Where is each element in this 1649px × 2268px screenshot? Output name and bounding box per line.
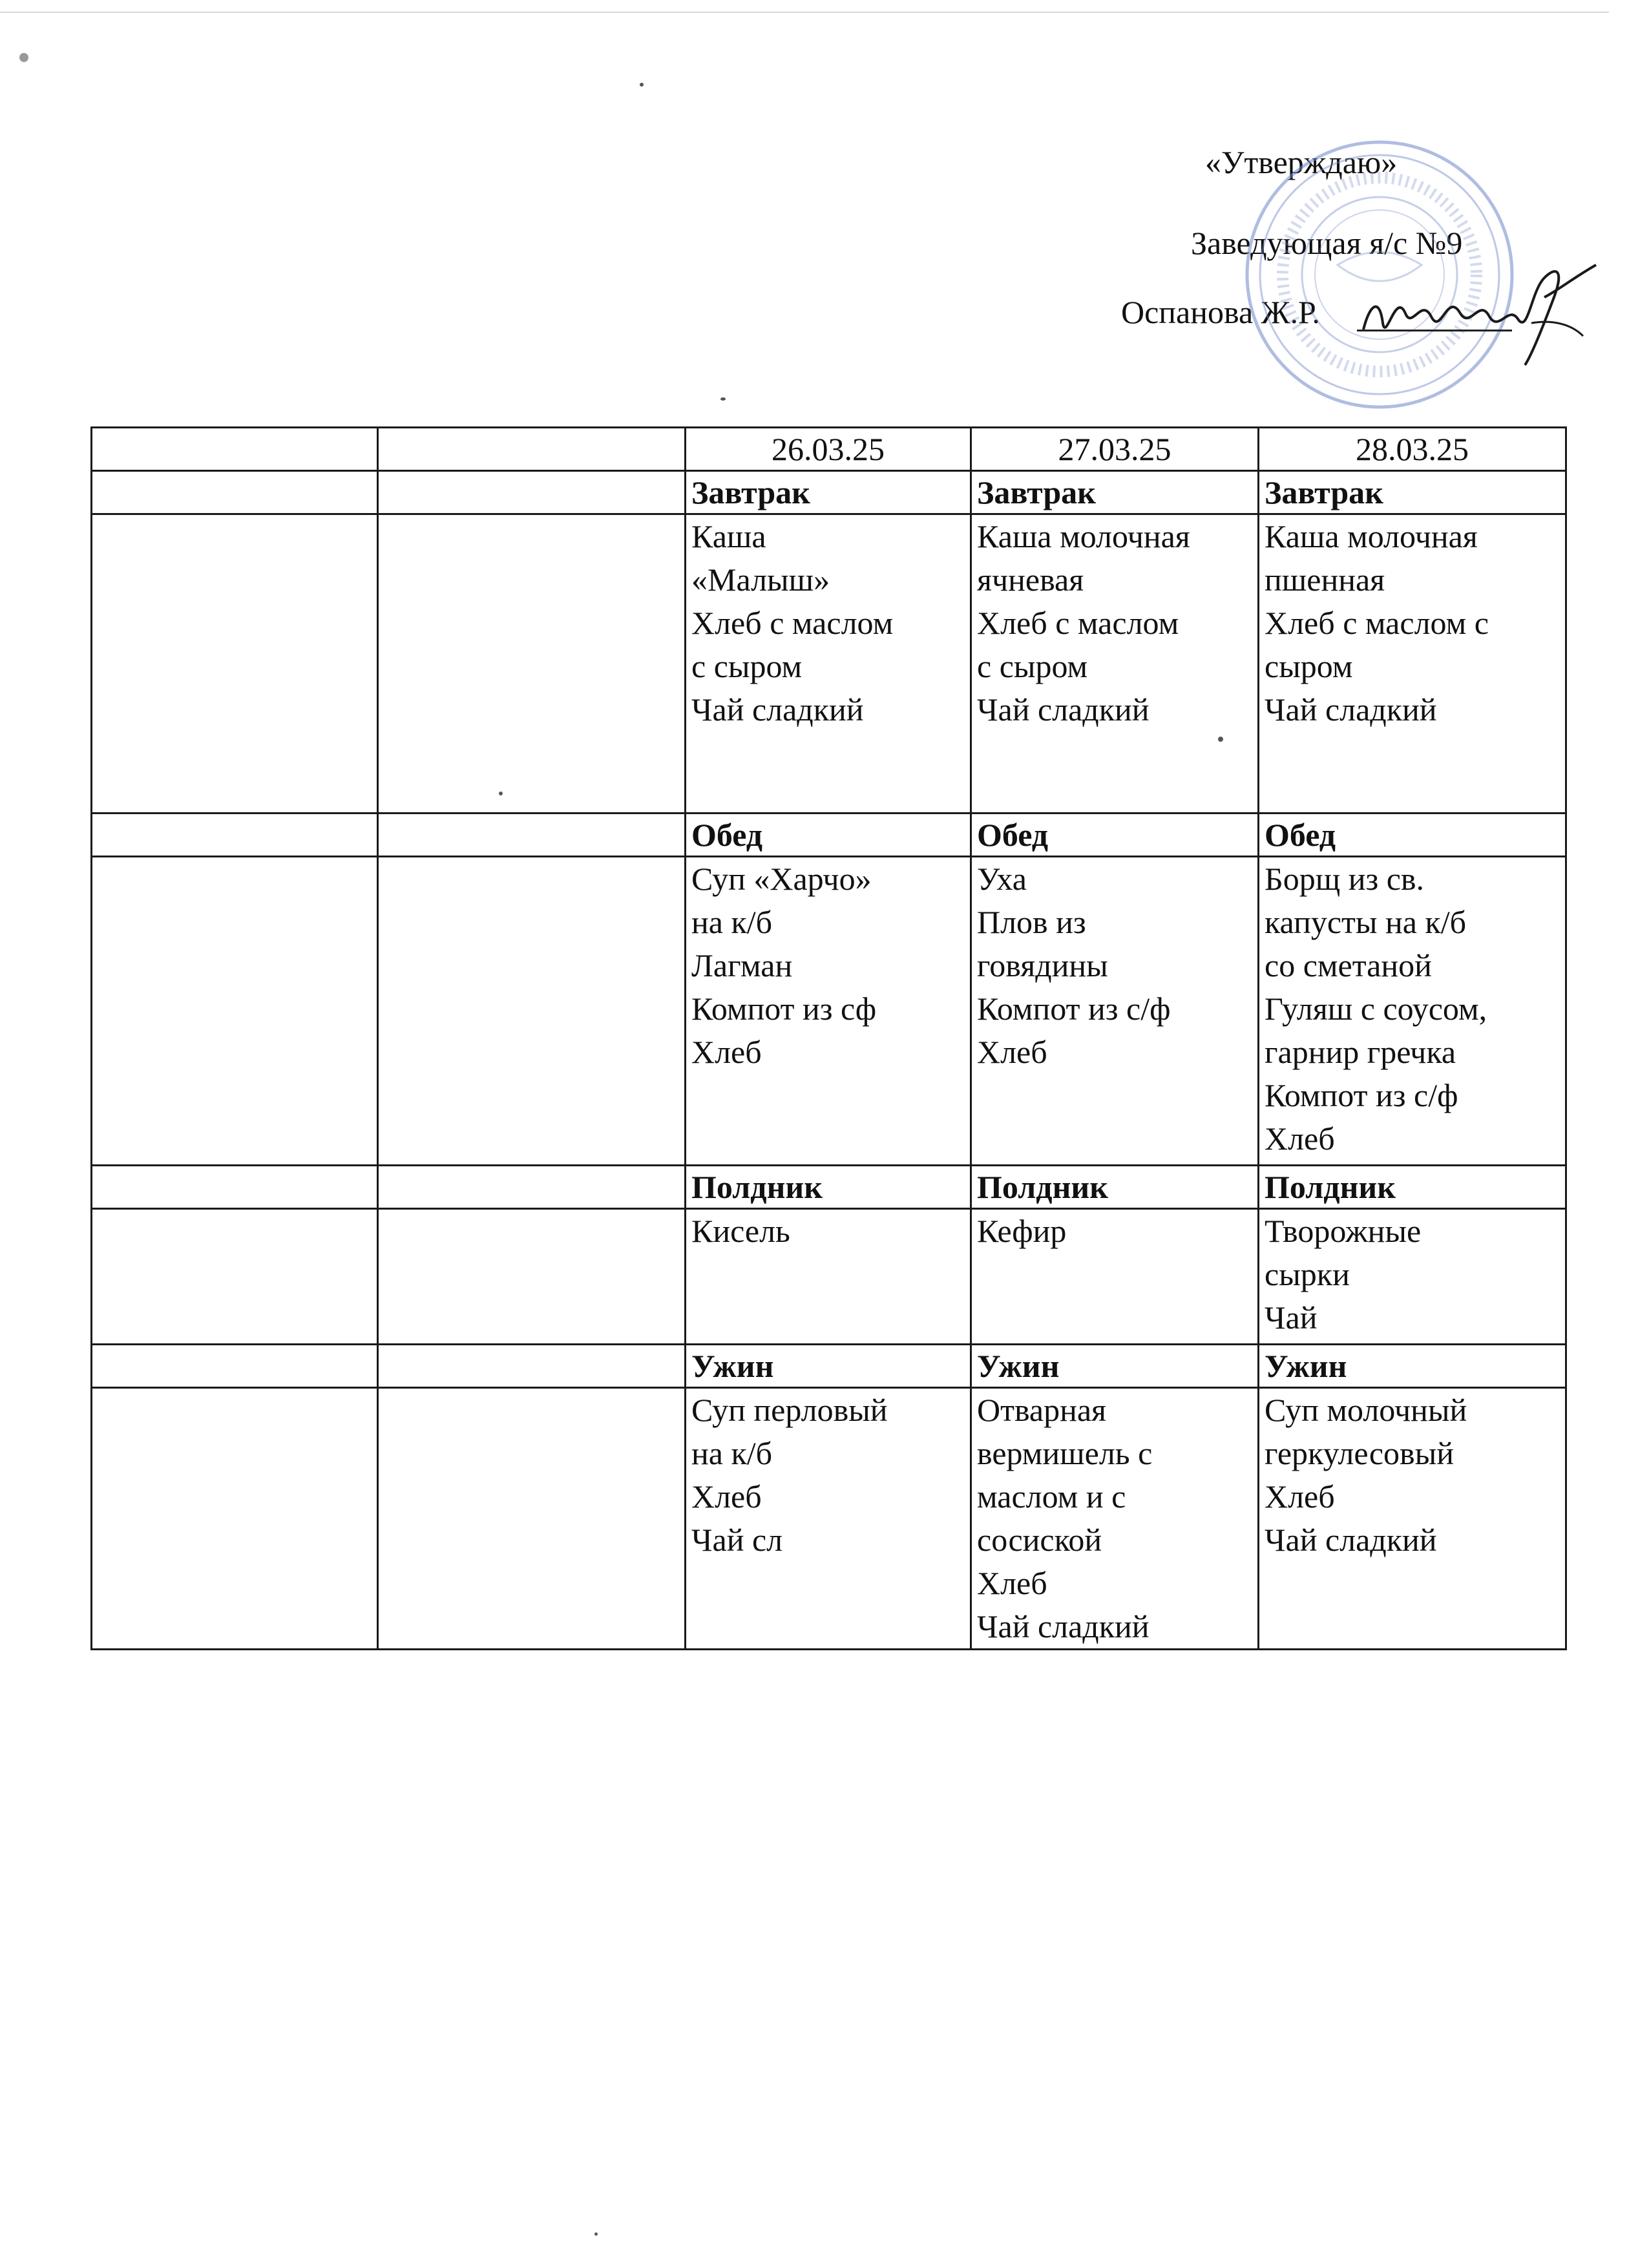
menu-cell [971, 1209, 1259, 1345]
menu-item: Чай сладкий [691, 691, 864, 728]
menu-item: Компот из с/ф [977, 991, 1171, 1027]
empty-cell [92, 1209, 378, 1345]
menu-item: пшенная [1265, 562, 1385, 598]
meal-label-snack: Полдник [686, 1166, 971, 1209]
menu-item: Каша [691, 518, 766, 554]
date-header: 26.03.25 [686, 428, 971, 471]
date-header: 27.03.25 [971, 428, 1259, 471]
menu-item: Суп «Харчо» [691, 861, 872, 897]
menu-item: Чай сладкий [977, 691, 1150, 728]
meal-label-dinner: Ужин [971, 1345, 1259, 1388]
meal-header-row-dinner [92, 1345, 1566, 1388]
menu-item: на к/б [691, 1435, 773, 1471]
empty-cell [378, 857, 686, 1166]
empty-cell [378, 814, 686, 857]
menu-item: ячневая [977, 562, 1084, 598]
menu-item: сырки [1265, 1256, 1350, 1292]
menu-item: на к/б [691, 904, 773, 940]
empty-cell [378, 1166, 686, 1209]
menu-item: Хлеб [1265, 1120, 1335, 1157]
menu-item: Хлеб [691, 1478, 762, 1515]
meal-header-row-breakfast [92, 471, 1566, 514]
menu-item: Гуляш с соусом, [1265, 991, 1487, 1027]
menu-item: сыром [1265, 648, 1353, 684]
meal-label-snack: Полдник [1259, 1166, 1566, 1209]
menu-item: Хлеб с маслом [691, 605, 894, 641]
menu-cell [1259, 514, 1566, 814]
menu-item: Чай [1265, 1299, 1318, 1336]
menu-item: сосиской [977, 1522, 1102, 1558]
meal-label-dinner: Ужин [686, 1345, 971, 1388]
menu-cell [1259, 1388, 1566, 1650]
menu-item: Хлеб с маслом с [1265, 605, 1489, 641]
empty-cell [92, 471, 378, 514]
menu-item: гарнир гречка [1265, 1034, 1456, 1070]
meal-row-lunch [92, 857, 1566, 1166]
menu-item: Каша молочная [1265, 518, 1478, 554]
empty-cell [92, 514, 378, 814]
menu-item: маслом и с [977, 1478, 1126, 1515]
meal-row-breakfast [92, 514, 1566, 814]
empty-cell [92, 1345, 378, 1388]
menu-item: Кефир [977, 1213, 1067, 1249]
empty-cell [378, 514, 686, 814]
empty-cell [92, 857, 378, 1166]
menu-cell [686, 1209, 971, 1345]
menu-item: Суп молочный [1265, 1392, 1467, 1428]
menu-cell [971, 514, 1259, 814]
empty-cell [378, 428, 686, 471]
scan-speck [640, 83, 644, 87]
scan-speck [19, 53, 28, 62]
menu-item: Чай сл [691, 1522, 783, 1558]
menu-item: Компот из с/ф [1265, 1077, 1458, 1113]
menu-item: Хлеб [691, 1034, 762, 1070]
empty-cell [378, 471, 686, 514]
meal-label-dinner: Ужин [1259, 1345, 1566, 1388]
signature-line [1357, 330, 1512, 331]
menu-item: Каша молочная [977, 518, 1190, 554]
date-header: 28.03.25 [1259, 428, 1566, 471]
menu-item: Суп перловый [691, 1392, 888, 1428]
meal-label-breakfast: Завтрак [1259, 471, 1566, 514]
menu-cell [1259, 857, 1566, 1166]
meal-header-row-snack [92, 1166, 1566, 1209]
menu-cell [686, 1388, 971, 1650]
empty-cell [378, 1345, 686, 1388]
meal-row-dinner [92, 1388, 1566, 1650]
meal-label-breakfast: Завтрак [971, 471, 1259, 514]
menu-item: капусты на к/б [1265, 904, 1467, 940]
menu-item: Чай сладкий [977, 1608, 1150, 1644]
menu-item: Лагман [691, 947, 793, 983]
meal-label-snack: Полдник [971, 1166, 1259, 1209]
scan-speck [499, 792, 503, 795]
menu-item: с сыром [691, 648, 803, 684]
menu-item: «Малыш» [691, 562, 830, 598]
approval-name: Оспанова Ж.Р. [1121, 294, 1321, 330]
scan-speck [594, 2232, 598, 2236]
menu-item: Плов из [977, 904, 1086, 940]
scan-speck [720, 397, 726, 401]
meal-label-lunch: Обед [686, 814, 971, 857]
menu-item: геркулесовый [1265, 1435, 1454, 1471]
menu-item: Хлеб [977, 1034, 1047, 1070]
date-row [92, 428, 1566, 471]
meal-label-breakfast: Завтрак [686, 471, 971, 514]
menu-item: Отварная [977, 1392, 1107, 1428]
scan-speck [1218, 737, 1223, 742]
menu-item: со сметаной [1265, 947, 1432, 983]
menu-cell [686, 857, 971, 1166]
meal-row-snack [92, 1209, 1566, 1345]
menu-item: Хлеб с маслом [977, 605, 1179, 641]
top-rule [0, 12, 1609, 13]
menu-cell [686, 514, 971, 814]
menu-item: Хлеб [1265, 1478, 1335, 1515]
menu-cell [971, 857, 1259, 1166]
empty-cell [92, 1166, 378, 1209]
empty-cell [92, 1388, 378, 1650]
meal-header-row-lunch [92, 814, 1566, 857]
menu-item: Хлеб [977, 1565, 1047, 1601]
menu-item: Уха [977, 861, 1027, 897]
meal-label-lunch: Обед [971, 814, 1259, 857]
menu-item: вермишель с [977, 1435, 1153, 1471]
approval-approve: «Утверждаю» [1205, 144, 1398, 180]
menu-item: Чай сладкий [1265, 1522, 1437, 1558]
menu-item: Борщ из св. [1265, 861, 1425, 897]
signature-icon [1350, 252, 1602, 368]
menu-item: Компот из сф [691, 991, 877, 1027]
menu-item: с сыром [977, 648, 1088, 684]
menu-item: Кисель [691, 1213, 790, 1249]
approval-position: Заведующая я/с №9 [1191, 225, 1463, 261]
meal-label-lunch: Обед [1259, 814, 1566, 857]
empty-cell [92, 428, 378, 471]
menu-table [90, 426, 1567, 1650]
menu-item: Чай сладкий [1265, 691, 1437, 728]
empty-cell [378, 1209, 686, 1345]
empty-cell [378, 1388, 686, 1650]
menu-cell [971, 1388, 1259, 1650]
empty-cell [92, 814, 378, 857]
menu-item: Творожные [1265, 1213, 1422, 1249]
menu-item: говядины [977, 947, 1108, 983]
menu-cell [1259, 1209, 1566, 1345]
